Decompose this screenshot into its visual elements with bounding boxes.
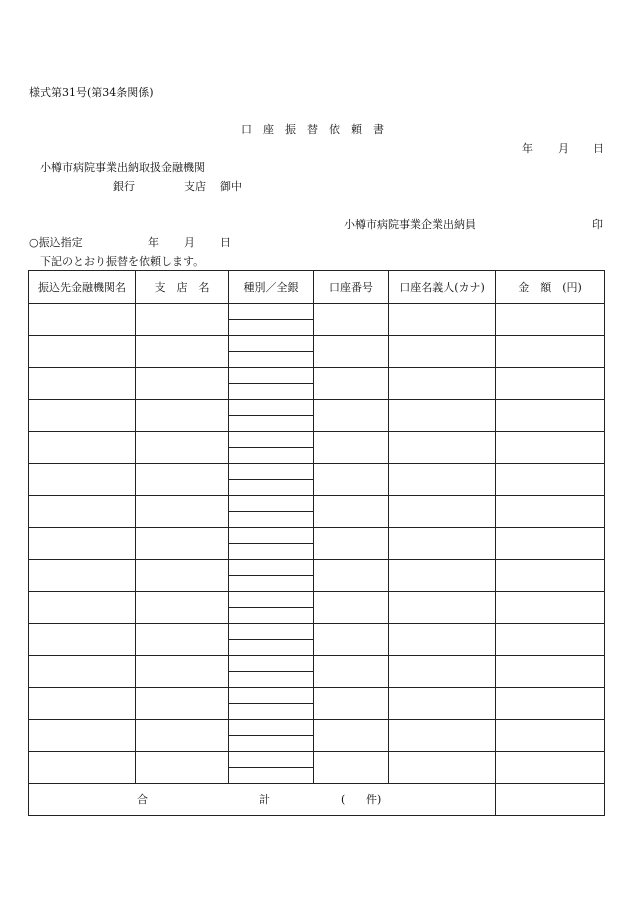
bank-name-cell[interactable] [29,560,136,592]
account-holder-cell[interactable] [389,624,496,656]
zengin-cell[interactable] [229,544,314,560]
type-cell[interactable] [229,592,314,608]
type-cell[interactable] [229,336,314,352]
document-title: 口座振替依頼書 [241,123,395,136]
account-holder-cell[interactable] [389,304,496,336]
zengin-cell[interactable] [229,672,314,688]
type-cell[interactable] [229,720,314,736]
type-cell[interactable] [229,624,314,640]
account-number-cell[interactable] [314,592,389,624]
transfer-table [28,270,605,816]
zengin-cell[interactable] [229,768,314,784]
table-row [29,528,605,544]
zengin-cell[interactable] [229,384,314,400]
request-text: 下記のとおり振替を依頼します。 [40,255,205,268]
type-cell[interactable] [229,304,314,320]
account-holder-cell[interactable] [389,656,496,688]
table-row [29,464,605,480]
zengin-cell[interactable] [229,448,314,464]
branch-cell[interactable] [136,656,229,688]
total-count-unit: 件) [366,793,382,806]
zengin-cell[interactable] [229,608,314,624]
addressee-branch-label: 支店 [184,180,206,193]
total-label-cell [29,784,496,816]
transfer-date-label: ○振込指定 [29,236,83,249]
type-cell[interactable] [229,688,314,704]
date-year-label: 年 [522,142,533,155]
type-cell[interactable] [229,656,314,672]
type-cell[interactable] [229,560,314,576]
bank-name-cell[interactable] [29,496,136,528]
type-cell[interactable] [229,368,314,384]
account-number-cell[interactable] [314,496,389,528]
branch-cell[interactable] [136,432,229,464]
amount-cell[interactable] [496,720,605,752]
account-holder-cell[interactable] [389,368,496,400]
issuer-seal-mark: 印 [592,218,603,231]
amount-cell[interactable] [496,688,605,720]
account-holder-cell[interactable] [389,496,496,528]
table-row [29,400,605,416]
zengin-cell[interactable] [229,512,314,528]
zengin-cell[interactable] [229,352,314,368]
amount-cell[interactable] [496,752,605,784]
table-row [29,688,605,704]
addressee-org: 小樽市病院事業出納取扱金融機関 [40,161,205,174]
header-account-number: 口座番号 [314,271,389,304]
date-day-label: 日 [593,142,604,155]
bank-name-cell[interactable] [29,688,136,720]
bank-name-cell[interactable] [29,432,136,464]
account-holder-cell[interactable] [389,432,496,464]
account-holder-cell[interactable] [389,592,496,624]
type-cell[interactable] [229,400,314,416]
transfer-date-year: 年 [148,236,159,249]
table-row [29,592,605,608]
bank-name-cell[interactable] [29,528,136,560]
bank-name-cell[interactable] [29,720,136,752]
branch-cell[interactable] [136,592,229,624]
branch-cell[interactable] [136,624,229,656]
branch-cell[interactable] [136,528,229,560]
bank-name-cell[interactable] [29,336,136,368]
table-row [29,368,605,384]
table-row [29,496,605,512]
branch-cell[interactable] [136,304,229,336]
type-cell[interactable] [229,432,314,448]
type-cell[interactable] [229,752,314,768]
branch-cell[interactable] [136,752,229,784]
amount-cell[interactable] [496,624,605,656]
zengin-cell[interactable] [229,416,314,432]
amount-cell[interactable] [496,464,605,496]
account-holder-cell[interactable] [389,752,496,784]
addressee-honorific: 御中 [220,180,242,193]
total-label-b: 計 [259,793,270,806]
zengin-cell[interactable] [229,320,314,336]
account-number-cell[interactable] [314,400,389,432]
bank-name-cell[interactable] [29,752,136,784]
amount-cell[interactable] [496,592,605,624]
header-branch-name: 支 店 名 [136,271,229,304]
type-cell[interactable] [229,496,314,512]
table-row [29,720,605,736]
account-holder-cell[interactable] [389,400,496,432]
account-number-cell[interactable] [314,656,389,688]
header-type-zengin: 種別／全銀 [229,271,314,304]
bank-name-cell[interactable] [29,400,136,432]
type-cell[interactable] [229,464,314,480]
total-amount-cell[interactable] [496,784,605,816]
account-number-cell[interactable] [314,688,389,720]
account-holder-cell[interactable] [389,528,496,560]
bank-name-cell[interactable] [29,624,136,656]
table-row [29,560,605,576]
header-bank-name: 振込先金融機関名 [29,271,136,304]
branch-cell[interactable] [136,464,229,496]
header-account-holder: 口座名義人(カナ) [389,271,496,304]
date-month-label: 月 [558,142,569,155]
account-number-cell[interactable] [314,368,389,400]
branch-cell[interactable] [136,336,229,368]
account-number-cell[interactable] [314,624,389,656]
amount-cell[interactable] [496,368,605,400]
branch-cell[interactable] [136,720,229,752]
table-row [29,336,605,352]
total-label-a: 合 [137,793,148,806]
account-holder-cell[interactable] [389,720,496,752]
bank-name-cell[interactable] [29,368,136,400]
account-number-cell[interactable] [314,720,389,752]
table-row [29,432,605,448]
amount-cell[interactable] [496,560,605,592]
account-holder-cell[interactable] [389,336,496,368]
branch-cell[interactable] [136,400,229,432]
branch-cell[interactable] [136,560,229,592]
total-count-open: ( [341,793,346,806]
table-row [29,656,605,672]
bank-name-cell[interactable] [29,304,136,336]
account-holder-cell[interactable] [389,464,496,496]
account-number-cell[interactable] [314,336,389,368]
amount-cell[interactable] [496,656,605,688]
table-row [29,304,605,320]
amount-cell[interactable] [496,304,605,336]
header-amount: 金 額 (円) [496,271,605,304]
table-row [29,752,605,768]
amount-cell[interactable] [496,432,605,464]
account-number-cell[interactable] [314,560,389,592]
account-holder-cell[interactable] [389,560,496,592]
account-number-cell[interactable] [314,528,389,560]
account-number-cell[interactable] [314,432,389,464]
bank-name-cell[interactable] [29,656,136,688]
branch-cell[interactable] [136,368,229,400]
zengin-cell[interactable] [229,736,314,752]
zengin-cell[interactable] [229,480,314,496]
zengin-cell[interactable] [229,704,314,720]
issuer-name: 小樽市病院事業企業出納員 [344,218,476,231]
total-row [29,784,605,816]
account-number-cell[interactable] [314,752,389,784]
transfer-date-day: 日 [220,236,231,249]
type-cell[interactable] [229,528,314,544]
amount-cell[interactable] [496,400,605,432]
account-number-cell[interactable] [314,464,389,496]
branch-cell[interactable] [136,496,229,528]
amount-cell[interactable] [496,528,605,560]
branch-cell[interactable] [136,688,229,720]
transfer-date-month: 月 [184,236,195,249]
account-number-cell[interactable] [314,304,389,336]
account-holder-cell[interactable] [389,688,496,720]
bank-name-cell[interactable] [29,464,136,496]
amount-cell[interactable] [496,496,605,528]
table-header-row [29,271,605,304]
form-number: 様式第31号(第34条関係) [29,86,154,99]
addressee-bank-label: 銀行 [113,180,135,193]
zengin-cell[interactable] [229,640,314,656]
table-row [29,624,605,640]
amount-cell[interactable] [496,336,605,368]
zengin-cell[interactable] [229,576,314,592]
bank-name-cell[interactable] [29,592,136,624]
